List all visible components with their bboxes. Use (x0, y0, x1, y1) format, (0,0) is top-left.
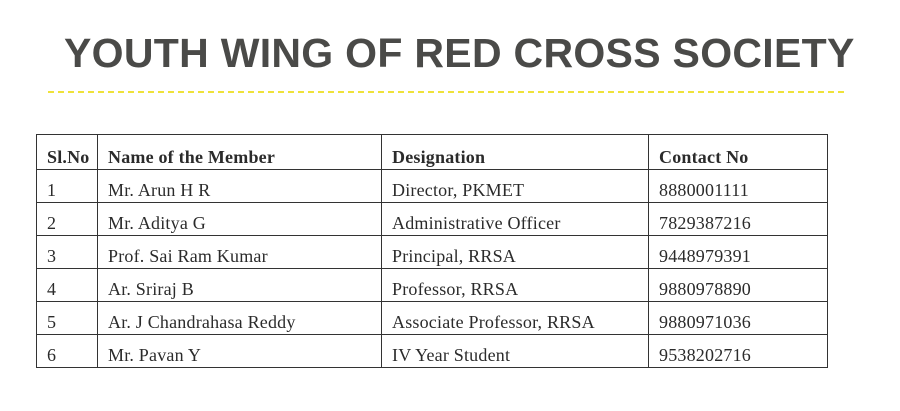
table-row (37, 269, 828, 302)
header-contact-no: Contact No (649, 135, 828, 170)
cell-designation: Principal, RRSA (382, 236, 649, 269)
table-header-row (37, 135, 828, 170)
header-member-name: Name of the Member (98, 135, 382, 170)
cell-member-name: Prof. Sai Ram Kumar (98, 236, 382, 269)
page-title: YOUTH WING OF RED CROSS SOCIETY (64, 30, 855, 76)
header-designation: Designation (382, 135, 649, 170)
cell-contact-no: 9538202716 (649, 335, 828, 368)
cell-member-name: Ar. Sriraj B (98, 269, 382, 302)
cell-designation: IV Year Student (382, 335, 649, 368)
table-row (37, 203, 828, 236)
cell-designation: Director, PKMET (382, 170, 649, 203)
table-row (37, 170, 828, 203)
cell-contact-no: 9880978890 (649, 269, 828, 302)
cell-sl-no: 1 (37, 170, 98, 203)
cell-designation: Administrative Officer (382, 203, 649, 236)
cell-sl-no: 4 (37, 269, 98, 302)
cell-contact-no: 8880001111 (649, 170, 828, 203)
cell-member-name: Mr. Arun H R (98, 170, 382, 203)
cell-member-name: Mr. Aditya G (98, 203, 382, 236)
cell-sl-no: 2 (37, 203, 98, 236)
cell-contact-no: 7829387216 (649, 203, 828, 236)
cell-member-name: Mr. Pavan Y (98, 335, 382, 368)
members-table (36, 134, 828, 368)
cell-contact-no: 9880971036 (649, 302, 828, 335)
cell-designation: Professor, RRSA (382, 269, 649, 302)
cell-member-name: Ar. J Chandrahasa Reddy (98, 302, 382, 335)
table-row (37, 236, 828, 269)
cell-sl-no: 5 (37, 302, 98, 335)
cell-contact-no: 9448979391 (649, 236, 828, 269)
table-row (37, 302, 828, 335)
cell-sl-no: 3 (37, 236, 98, 269)
header-sl-no: Sl.No (37, 135, 98, 170)
cell-designation: Associate Professor, RRSA (382, 302, 649, 335)
table-row (37, 335, 828, 368)
title-divider (48, 91, 844, 93)
cell-sl-no: 6 (37, 335, 98, 368)
